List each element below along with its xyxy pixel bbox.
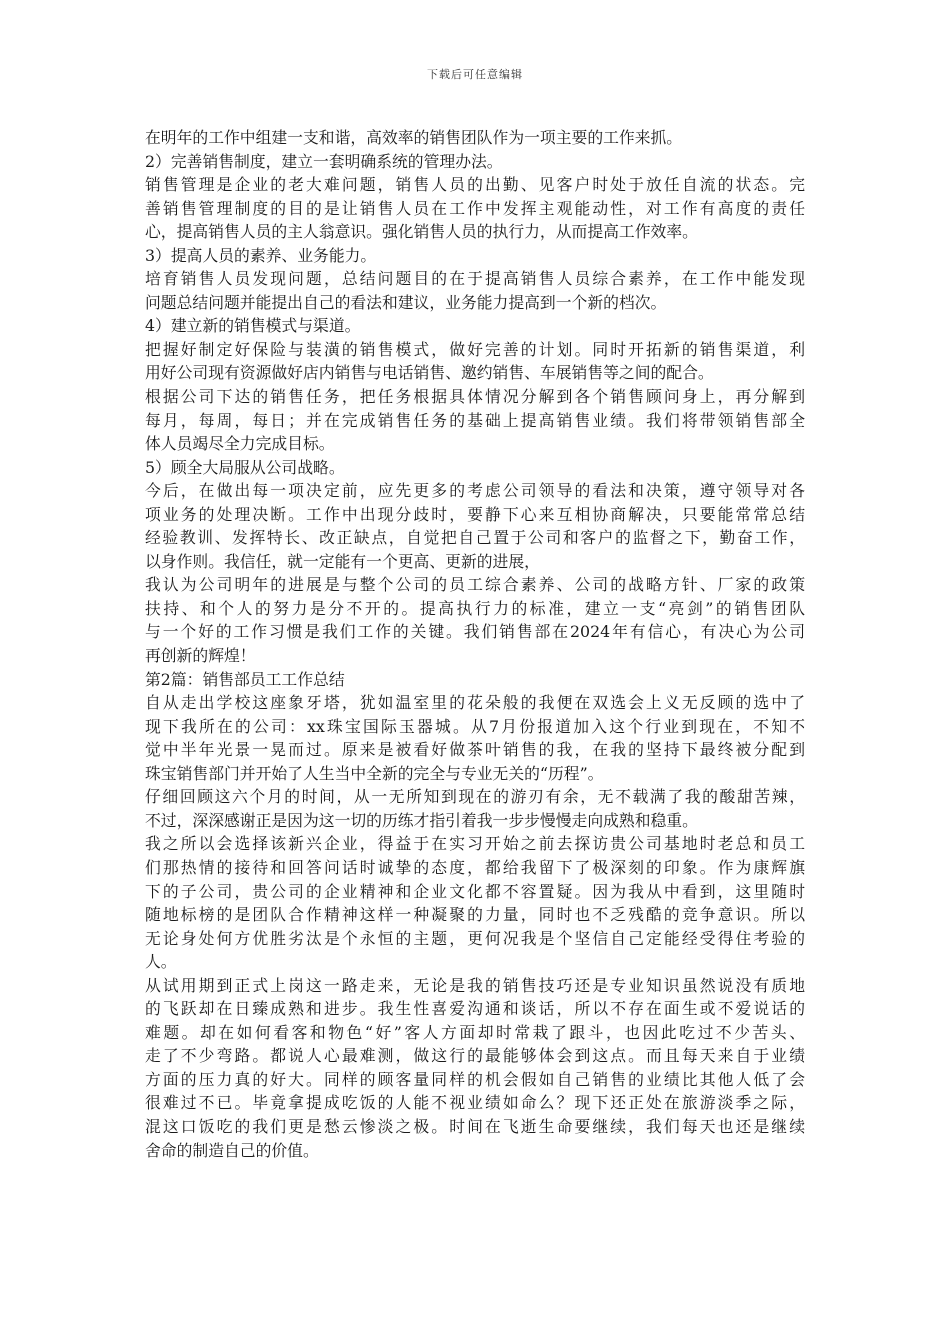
text-line: 混这口饭吃的我们更是愁云惨淡之极。时间在飞逝生命要继续，我们每天也还是继续 (145, 1116, 805, 1136)
document-body (145, 126, 805, 1162)
text-line: 扶持、和个人的努力是分不开的。提高执行力的标准，建立一支“亮剑”的销售团队 (145, 598, 805, 618)
text-line: 无论身处何方优胜劣汰是个永恒的主题，更何况我是个坚信自己定能经受得住考验的 (145, 928, 805, 948)
text-line: 5）顾全大局服从公司战略。 (145, 457, 345, 477)
text-line: 再创新的辉煌！ (145, 646, 256, 666)
text-line: 下的子公司，贵公司的企业精神和企业文化都不容置疑。因为我从中看到，这里随时 (145, 881, 805, 901)
text-line: 培育销售人员发现问题，总结问题目的在于提高销售人员综合素养，在工作中能发现 (145, 269, 805, 289)
text-line: 2）完善销售制度，建立一套明确系统的管理办法。 (145, 151, 503, 171)
text-line: 与一个好的工作习惯是我们工作的关键。我们销售部在2024年有信心，有决心为公司 (145, 622, 805, 642)
text-line: 我之所以会选择该新兴企业，得益于在实习开始之前去探访贵公司基地时老总和员工 (145, 834, 805, 854)
text-line: 根据公司下达的销售任务，把任务根据具体情况分解到各个销售顾问身上，再分解到 (145, 387, 805, 407)
text-line: 难题。却在如何看客和物色“好”客人方面却时常栽了跟斗，也因此吃过不少苦头、 (145, 1022, 805, 1042)
text-line: 体人员竭尽全力完成目标。 (145, 434, 335, 454)
text-line: 方面的压力真的好大。同样的顾客量同样的机会假如自己销售的业绩比其他人低了会 (145, 1069, 805, 1089)
text-line: 以身作则。我信任，就一定能有一个更高、更新的进展， (145, 551, 540, 571)
text-line: 走了不少弯路。都说人心最难测，做这行的最能够体会到这点。而且每天来自于业绩 (145, 1046, 805, 1066)
text-line: 的飞跃却在日臻成熟和进步。我生性喜爱沟通和谈话，所以不存在面生或不爱说话的 (145, 999, 805, 1019)
text-line: 觉中半年光景一晃而过。原来是被看好做茶叶销售的我，在我的坚持下最终被分配到 (145, 740, 805, 760)
text-line: 不过，深深感谢正是因为这一切的历练才指引着我一步步慢慢走向成熟和稳重。 (145, 810, 698, 830)
text-line: 第2篇：销售部员工工作总结 (145, 669, 345, 689)
text-line: 善销售管理制度的目的是让销售人员在工作中发挥主观能动性，对工作有高度的责任 (145, 198, 805, 218)
text-line: 销售管理是企业的老大难问题，销售人员的出勤、见客户时处于放任自流的状态。完 (145, 175, 805, 195)
text-line: 很难过不已。毕竟拿提成吃饭的人能不视业绩如命么？现下还正处在旅游淡季之际， (145, 1093, 805, 1113)
text-line: 3）提高人员的素养、业务能力。 (145, 245, 377, 265)
text-line: 今后，在做出每一项决定前，应先更多的考虑公司领导的看法和决策，遵守领导对各 (145, 481, 805, 501)
text-line: 问题总结问题并能提出自己的看法和建议，业务能力提高到一个新的档次。 (145, 292, 667, 312)
text-line: 每月，每周，每日；并在完成销售任务的基础上提高销售业绩。我们将带领销售部全 (145, 410, 805, 430)
text-line: 舍命的制造自己的价值。 (145, 1140, 319, 1160)
page-header: 下载后可任意编辑 (427, 68, 523, 81)
text-line: 我认为公司明年的进展是与整个公司的员工综合素养、公司的战略方针、厂家的政策 (145, 575, 805, 595)
text-line: 项业务的处理决断。工作中出现分歧时，要静下心来互相协商解决，只要能常常总结 (145, 504, 805, 524)
text-line: 从试用期到正式上岗这一路走来，无论是我的销售技巧还是专业知识虽然说没有质地 (145, 975, 805, 995)
text-line: 现下我所在的公司：xx珠宝国际玉器城。从7月份报道加入这个行业到现在，不知不 (145, 716, 805, 736)
text-line: 经验教训、发挥特长、改正缺点，自觉把自己置于公司和客户的监督之下，勤奋工作， (145, 528, 805, 548)
text-line: 4）建立新的销售模式与渠道。 (145, 316, 361, 336)
text-line: 们那热情的接待和回答问话时诚挚的态度，都给我留下了极深刻的印象。作为康辉旗 (145, 857, 805, 877)
text-line: 把握好制定好保险与装潢的销售模式，做好完善的计划。同时开拓新的销售渠道，利 (145, 339, 805, 359)
text-line: 仔细回顾这六个月的时间，从一无所知到现在的游刃有余，无不载满了我的酸甜苦辣， (145, 787, 805, 807)
text-line: 珠宝销售部门并开始了人生当中全新的完全与专业无关的“历程”。 (145, 763, 604, 783)
text-line: 随地标榜的是团队合作精神这样一种凝聚的力量，同时也不乏残酷的竞争意识。所以 (145, 905, 805, 925)
text-line: 心，提高销售人员的主人翁意识。强化销售人员的执行力，从而提高工作效率。 (145, 222, 698, 242)
text-line: 在明年的工作中组建一支和谐，高效率的销售团队作为一项主要的工作来抓。 (145, 128, 683, 147)
text-line: 人。 (145, 952, 177, 972)
text-line: 自从走出学校这座象牙塔，犹如温室里的花朵般的我便在双选会上义无反顾的选中了 (145, 693, 805, 713)
text-line: 用好公司现有资源做好店内销售与电话销售、邀约销售、车展销售等之间的配合。 (145, 363, 714, 383)
